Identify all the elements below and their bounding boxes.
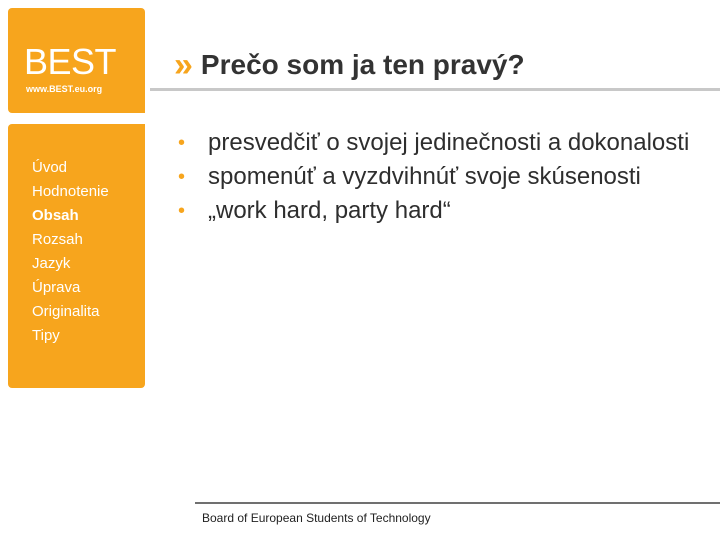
nav-item-uprava[interactable]: Úprava (32, 279, 81, 296)
bullet-text: „work hard, party hard“ (208, 197, 451, 224)
bullet-icon: • (178, 132, 186, 154)
nav-item-originalita[interactable]: Originalita (32, 303, 100, 320)
section-nav (32, 156, 109, 348)
list-item (176, 128, 696, 158)
bullet-text: presvedčiť o svojej jedinečnosti a dokonalosti (208, 129, 690, 156)
footer-divider (195, 502, 720, 504)
nav-item-uvod[interactable]: Úvod (32, 159, 68, 176)
nav-item-tipy[interactable]: Tipy (32, 327, 60, 344)
logo-url: www.BEST.eu.org (26, 84, 103, 94)
footer-text: Board of European Students of Technology (202, 511, 431, 525)
list-item (176, 196, 696, 226)
bullet-icon: • (178, 200, 186, 222)
slide-title (174, 48, 525, 82)
chevron-right-icon: » (174, 46, 193, 84)
nav-item-jazyk[interactable]: Jazyk (32, 255, 71, 272)
bullet-text: spomenúť a vyzdvihnúť svoje skúsenosti (208, 163, 641, 190)
list-item (176, 162, 696, 192)
bullet-list (176, 128, 696, 230)
nav-item-rozsah[interactable]: Rozsah (32, 231, 83, 248)
bullet-icon: • (178, 166, 186, 188)
nav-item-hodnotenie[interactable]: Hodnotenie (32, 183, 109, 200)
best-logo: BEST (24, 41, 117, 82)
page-title: Prečo som ja ten pravý? (200, 49, 525, 80)
title-divider (150, 88, 720, 91)
nav-item-obsah[interactable]: Obsah (32, 207, 79, 224)
